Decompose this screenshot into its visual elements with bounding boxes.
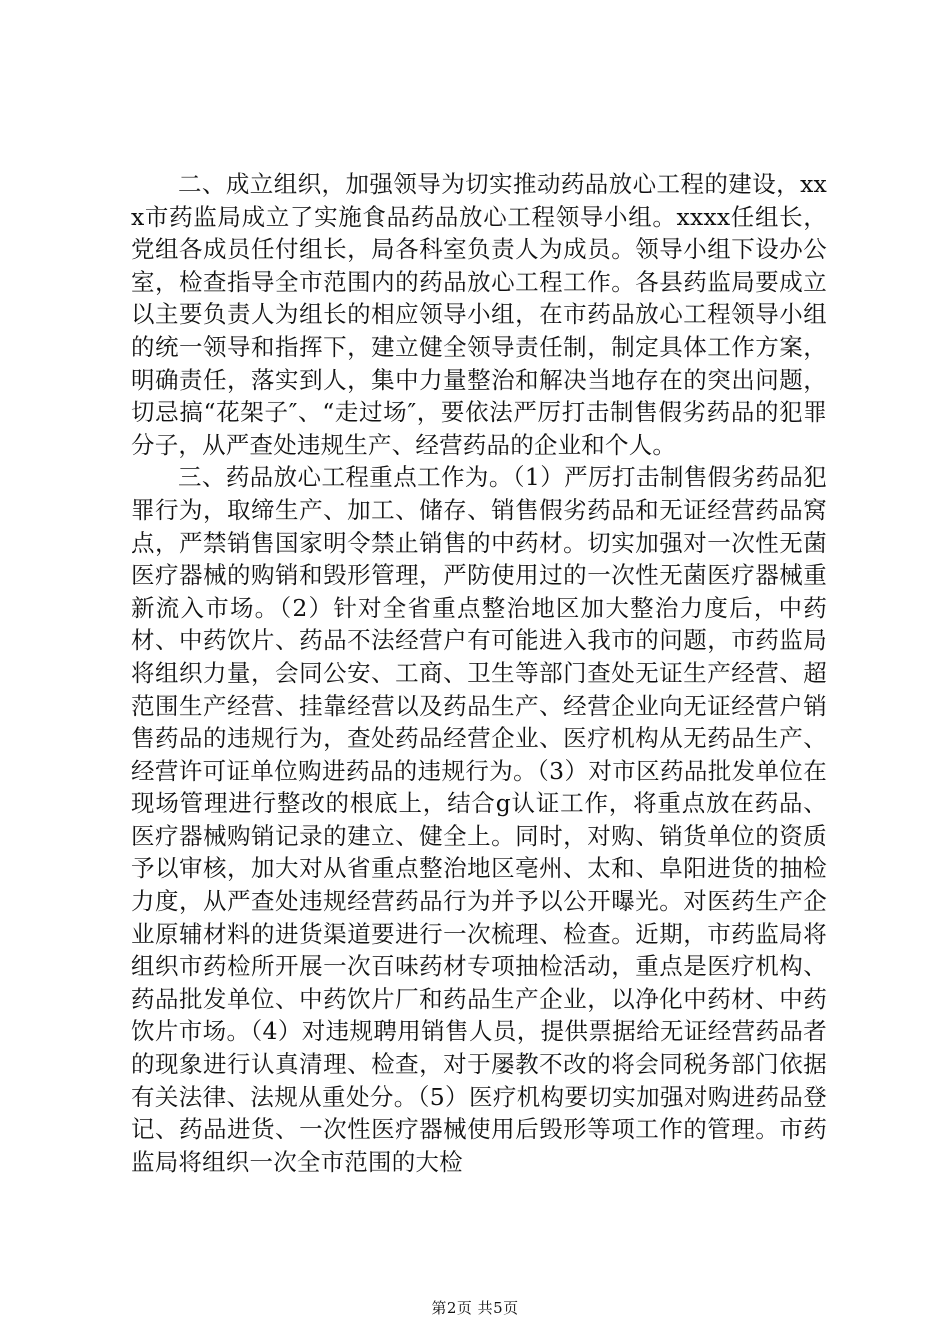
page-number-footer: 第2页 共5页 [431,1299,519,1317]
paragraph-organization: 二、成立组织，加强领导为切实推动药品放心工程的建设，xxx市药监局成立了实施食品药品放心工程领导小组。xxxx任组长，党组各成员任付组长，局各科室负责人为成员。领导小组下设办公室，检查指导全市范围内的药品放心工程工作。各县药监局要成立以主要负责人为组长的相应领导小组，在市药品放心工程领导小组的统一领导和指挥下，建立健全领导责任制，制定具体工作方案，明确责任，落实到人，集中力量整治和解决当地存在的突出问题，切忌搞“花架子″、“走过场″，要依法严厉打击制售假劣药品的犯罪分子，从严查处违规生产、经营药品的企业和个人。 [131,170,827,459]
document-body [131,168,827,1178]
paragraph-key-work: 三、药品放心工程重点工作为。（1）严厉打击制售假劣药品犯罪行为，取缔生产、加工、储存、销售假劣药品和无证经营药品窝点，严禁销售国家明令禁止销售的中药材。切实加强对一次性无菌医疗器械的购销和毁形管理，严防使用过的一次性无菌医疗器械重新流入市场。（2）针对全省重点整治地区加大整治力度后，中药材、中药饮片、药品不法经营户有可能进入我市的问题，市药监局将组织力量，会同公安、工商、卫生等部门查处无证生产经营、超范围生产经营、挂靠经营以及药品生产、经营企业向无证经营户销售药品的违规行为，查处药品经营企业、医疗机构从无药品生产、经营许可证单位购进药品的违规行为。（3）对市区药品批发单位在现场管理进行整改的根底上，结合g认证工作，将重点放在药品、医疗器械购销记录的建立、健全上。同时，对购、销货单位的资质予以审核，加大对从省重点整治地区亳州、太和、阜阳进货的抽检力度，从严查处违规经营药品行为并予以公开曝光。对医药生产企业原辅材料的进货渠道要进行一次梳理、检查。近期，市药监局将组织市药检所开展一次百味药材专项抽检活动，重点是医疗机构、药品批发单位、中药饮片厂和药品生产企业，以净化中药材、中药饮片市场。（4）对违规聘用销售人员，提供票据给无证经营药品者的现象进行认真清理、检查，对于屡教不改的将会同税务部门依据有关法律、法规从重处分。（5）医疗机构要切实加强对购进药品登记、药品进货、一次性医疗器械使用后毁形等项工作的管理。市药监局将组织一次全市范围的大检 [131,463,827,1176]
